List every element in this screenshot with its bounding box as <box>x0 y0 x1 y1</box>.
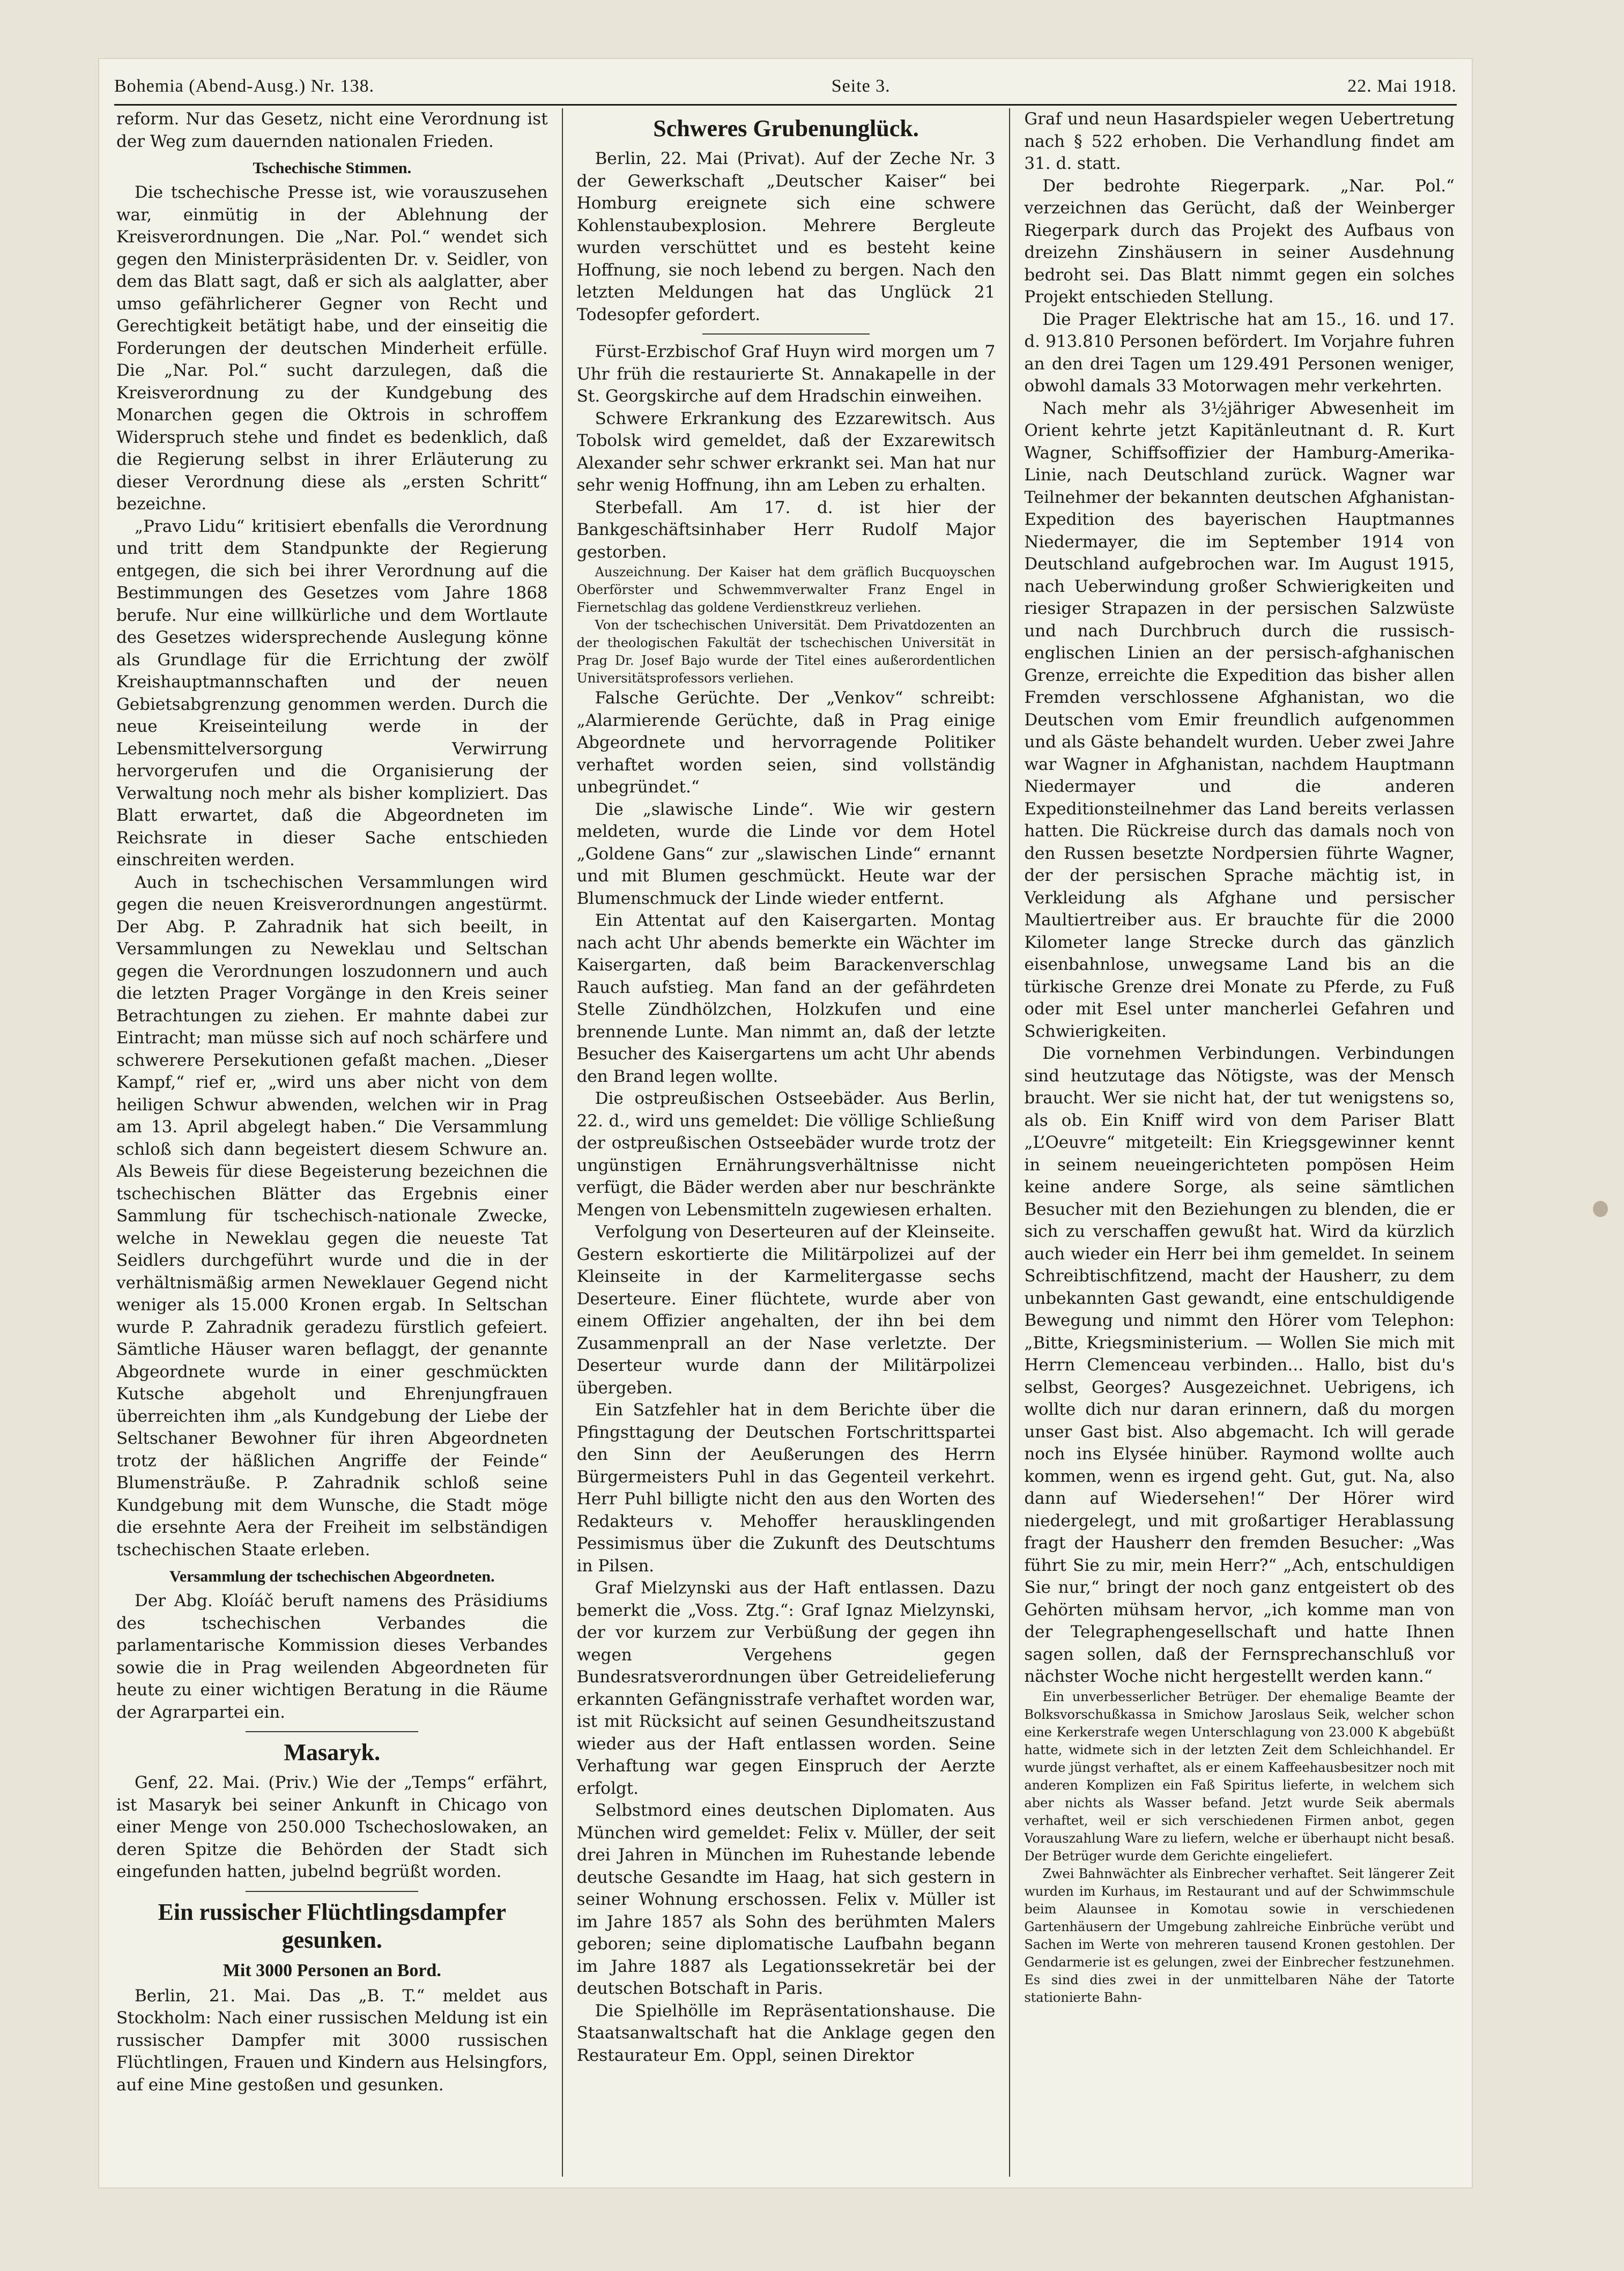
article-paragraph: Ein Satzfehler hat in dem Berichte über die Pfingsttagung der Deutschen Fortschrittspartei den Sinn der Aeußerungen des Herrn Bürgermeisters Puhl in das Gegenteil verkehrt. Herr Puhl billigte nicht den aus den Worten des Redakteurs v. Mehoffer herausklingenden Pessimismus über die Zukunft des Deutschtums in Pilsen. <box>576 1400 996 1576</box>
article-paragraph-small: Ein unverbesserlicher Betrüger. Der ehemalige Beamte der Bolksvorschußkassa in Smichow Jaroslaus Seik, welcher schon eine Kerkerstrafe wegen Unterschlagung von 23.000 K abgebüßt hatte, widmete sich in der letzten Zeit dem Schleichhandel. Er wurde jüngst verhaftet, als er einem Kaffeehausbesitzer noch mit anderen Komplizen ein Faß Spiritus lieferte, in welchem sich aber nichts als Wasser befand. Jetzt wurde Seik abermals verhaftet, weil er sich verschiedenen Firmen anbot, gegen Vorauszahlung Ware zu liefern, welche er überhaupt nicht besaß. Der Betrüger wurde dem Gerichte eingeliefert. <box>1024 1689 1455 1864</box>
article-paragraph: reform. Nur das Gesetz, nicht eine Verordnung ist der Weg zum dauernden nationalen Frieden. <box>116 109 548 151</box>
article-columns <box>114 108 1457 2177</box>
masthead-page-number: Seite 3. <box>831 76 891 96</box>
masthead-issue: Bohemia (Abend-Ausg.) Nr. 138. <box>114 76 375 96</box>
article-paragraph: Berlin, 22. Mai (Privat). Auf der Zeche Nr. 3 der Gewerkschaft „Deutscher Kaiser“ bei Homburg ereignete sich eine schwere Kohlenstaubexplosion. Mehrere Bergleute wurden verschüttet und es besteht keine Hoffnung, sie noch lebend zu bergen. Nach den letzten Meldungen hat das Unglück 21 Todesopfer gefordert. <box>576 149 996 324</box>
article-paragraph: Die Prager Elektrische hat am 15., 16. und 17. d. 913.810 Personen befördert. Im Vorjahre fuhren an den drei Tagen um 129.491 Personen weniger, obwohl damals 33 Motorwagen mehr verkehrten. <box>1024 309 1455 396</box>
section-heading: Versammlung der tschechischen Abgeordneten. <box>169 1568 495 1585</box>
article-paragraph: Der bedrohte Riegerpark. „Nar. Pol.“ verzeichnen das Gerücht, daß der Weinberger Riegerpark durch das Projekt des Aufbaus von dreizehn Zinshäusern in seiner Ausdehnung bedroht sei. Das Blatt nimmt gegen ein solches Projekt entschieden Stellung. <box>1024 176 1455 307</box>
article-paragraph: Falsche Gerüchte. Der „Venkov“ schreibt: „Alarmierende Gerüchte, daß in Prag einige Abgeordnete und hervorragende Politiker verhaftet worden seien, sind vollständig unbegründet.“ <box>576 688 996 797</box>
article-paragraph: Selbstmord eines deutschen Diplomaten. Aus München wird gemeldet: Felix v. Müller, der seit drei Jahren in München im Ruhestande lebende deutsche Gesandte im Haag, hat sich gestern in seiner Wohnung erschossen. Felix v. Müller ist im Jahre 1857 als Sohn des berühmten Malers geboren; seine diplomatische Laufbahn begann im Jahre 1887 als Legationssekretär bei der deutschen Botschaft in Paris. <box>576 1801 996 1998</box>
article-paragraph: Die ostpreußischen Ostseebäder. Aus Berlin, 22. d., wird uns gemeldet: Die völlige Schließung der ostpreußischen Ostseebäder wurde trotz der ungünstigen Ernährungsverhältnisse nicht verfügt, die Bäder werden aber nur beschränkte Mengen von Lebensmitteln zugewiesen erhalten. <box>576 1089 996 1220</box>
article-paragraph: Nach mehr als 3½jähriger Abwesenheit im Orient kehrte jetzt Kapitänleutnant d. R. Kurt Wagner, Schiffsoffizier der Hamburg-Amerika-Linie, nach Deutschland zurück. Wagner war Teilnehmer der bekannten deutschen Afghanistan-Expedition des bayerischen Hauptmannes Niedermayer, die im September 1914 von Deutschland aufgebrochen war. Im August 1915, nach Ueberwindung großer Schwierigkeiten und riesiger Strapazen in der persischen Salzwüste und nach Durchbruch durch die russisch-englischen Linien an der persisch-afghanischen Grenze, erreichte die Expedition das bisher allen Fremden verschlossene Afghanistan, wo die Deutschen vom Emir freundlich aufgenommen und als Gäste behandelt wurden. Ueber zwei Jahre war Wagner in Afghanistan, nachdem Hauptmann Niedermayer und die anderen Expeditionsteilnehmer das Land bereits verlassen hatten. Die Rückreise durch das damals noch von den Russen besetzte Nordpersien führte Wagner, der der persischen Sprache mächtig ist, in Verkleidung als Afghane und persischer Maultiertreiber aus. Er brauchte für die 2000 Kilometer lange Strecke durch das gänzlich eisenbahnlose, unwegsame Land bis an die türkische Grenze drei Monate zu Pferde, zu Fuß oder mit Esel unter mancherlei Gefahren und Schwierigkeiten. <box>1024 398 1455 1041</box>
column-middle <box>562 108 1010 2177</box>
article-paragraph-small: Auszeichnung. Der Kaiser hat dem gräflich Bucquoyschen Oberförster und Schwemmverwalter Franz Engel in Fiernetschlag das goldene Verdienstkreuz verliehen. <box>576 565 996 615</box>
section-heading: Tschechische Stimmen. <box>253 159 412 177</box>
article-paragraph: Die Spielhölle im Repräsentationshause. Die Staatsanwaltschaft hat die Anklage gegen den Restaurateur Em. Oppl, seinen Direktor <box>576 2001 996 2065</box>
article-paragraph: Graf und neun Hasardspieler wegen Uebertretung nach § 522 erhoben. Die Verhandlung findet am 31. d. statt. <box>1024 109 1455 173</box>
divider <box>246 1731 418 1732</box>
newspaper-page <box>99 59 1472 2187</box>
divider <box>246 1891 418 1892</box>
column-right <box>1009 108 1457 2177</box>
article-paragraph-small: Zwei Bahnwächter als Einbrecher verhaftet. Seit längerer Zeit wurden im Kurhaus, im Restaurant und auf der Schwimmschule beim Alaunsee in Komotau sowie in verschiedenen Gartenhäusern der Umgebung zahlreiche Einbrüche verübt und Sachen im Werte von mehreren tausend Kronen gestohlen. Der Gendarmerie ist es gelungen, zwei der Einbrecher festzunehmen. Es sind dies zwei in der unmittelbaren Nähe der Tatorte stationierte Bahn- <box>1024 1866 1455 2005</box>
article-paragraph: „Pravo Lidu“ kritisiert ebenfalls die Verordnung und tritt dem Standpunkte der Regierung entgegen, die sich bei ihrer Verordnung auf die Bestimmungen des Gesetzes vom Jahre 1868 berufe. Nur eine willkürliche und dem Wortlaute des Gesetzes widersprechende Auslegung könne als Grundlage für die Errichtung der zwölf Kreishauptmannschaften und der neuen Gebietsabgrenzung genommen werden. Durch die neue Kreiseinteilung werde in der Lebensmittelversorgung Verwirrung hervorgerufen und die Organisierung der Verwaltung noch mehr als bisher kompliziert. Das Blatt erwartet, daß die Abgeordneten im Reichsrate in dieser Sache entschieden einschreiten werden. <box>116 516 548 870</box>
article-paragraph: Berlin, 21. Mai. Das „B. T.“ meldet aus Stockholm: Nach einer russischen Meldung ist ein russischer Dampfer mit 3000 russischen Flüchtlingen, Frauen und Kindern aus Helsingfors, auf eine Mine gestoßen und gesunken. <box>116 1986 548 2095</box>
article-paragraph: Der Abg. Kloíáč beruft namens des Präsidiums des tschechischen Verbandes die parlamentarische Kommission dieses Verbandes sowie die in Prag weilenden Abgeordneten für heute zu einer wichtigen Beratung in die Räume der Agrarpartei ein. <box>116 1591 548 1722</box>
article-paragraph: Sterbefall. Am 17. d. ist hier der Bankgeschäftsinhaber Herr Rudolf Major gestorben. <box>576 498 996 562</box>
article-paragraph: Genf, 22. Mai. (Priv.) Wie der „Temps“ erfährt, ist Masaryk bei seiner Ankunft in Chicago von einer Menge von 250.000 Tschechoslowaken, an deren Spitze die Behörden der Stadt sich eingefunden hatten, jubelnd begrüßt worden. <box>116 1773 548 1881</box>
masthead <box>114 64 1457 102</box>
article-paragraph: Die „slawische Linde“. Wie wir gestern meldeten, wurde die Linde vor dem Hotel „Goldene Gans“ zur „slawischen Linde“ ernannt und mit Blumen geschmückt. Heute war der Blumenschmuck der Linde wieder entfernt. <box>576 799 996 908</box>
divider <box>702 333 870 335</box>
article-paragraph: Schwere Erkrankung des Ezzarewitsch. Aus Tobolsk wird gemeldet, daß der Exzarewitsch Alexander sehr schwer erkrankt sei. Man hat nur sehr wenig Hoffnung, ihn am Leben zu erhalten. <box>576 409 996 495</box>
section-heading: Ein russischer Flüchtlingsdampfer gesunken. <box>158 1898 507 1953</box>
article-paragraph: Verfolgung von Deserteuren auf der Kleinseite. Gestern eskortierte die Militärpolizei auf der Kleinseite in der Karmelitergasse sechs Deserteure. Einer flüchtete, wurde aber von einem Offizier angehalten, der ihn bei dem Zusammenprall an der Nase verletzte. Der Deserteur wurde dann der Militärpolizei übergeben. <box>576 1222 996 1398</box>
masthead-date: 22. Mai 1918. <box>1347 76 1457 96</box>
section-heading: Schweres Grubenunglück. <box>653 115 919 142</box>
page-stain <box>1593 1201 1608 1217</box>
article-paragraph: Die vornehmen Verbindungen. Verbindungen sind heutzutage das Nötigste, was der Mensch braucht. Wer sie nicht hat, der tut wenigstens so, als ob. Ein Kniff wird von dem Pariser Blatt „L’Oeuvre“ mitgeteilt: Ein Kriegsgewinner kennt in seinem neueingerichteten pompösen Heim keine andere Sorge, als seine sämtlichen Besucher mit den Beziehungen zu blenden, die er sich zu verschaffen gewußt hat. Wird da kürzlich auch wieder ein Herr bei ihm gemeldet. In seinem Schreibtischfitzend, macht der Hausherr, zu dem unbekannten Gast gewandt, eine entschuldigende Bewegung und nimmt den Hörer vom Telephon: „Bitte, Kriegsministerium. — Wollen Sie mich mit Herrn Clemenceau verbinden... Hallo, bist du's selbst, Georges? Ausgezeichnet. Uebrigens, ich wollte dich nur daran erinnern, daß du morgen unser Gast bist. Also abgemacht. Ich will gerade noch ins Elysée hinüber. Raymond wollte auch kommen, wenn es irgend geht. Gut, gut. Na, also dann auf Wiedersehen!“ Der Hörer wird niedergelegt, und mit großartiger Herablassung fragt der Hausherr den fremden Besucher: „Was führt Sie zu mir, mein Herr?“ „Ach, entschuldigen Sie nur,“ bringt der noch ganz entgeistert ob des Gehörten mühsam hervor, „ich komme man von der Telegraphengesellschaft und hatte Ihnen sagen sollen, daß der Fernsprechanschluß vor nächster Woche nicht hergestellt werden kann.“ <box>1024 1044 1455 1686</box>
article-paragraph-small: Von der tschechischen Universität. Dem Privatdozenten an der theologischen Fakultät der tschechischen Universität in Prag Dr. Josef Bajo wurde der Titel eines außerordentlichen Universitätsprofessors verliehen. <box>576 618 996 686</box>
article-paragraph: Ein Attentat auf den Kaisergarten. Montag nach acht Uhr abends bemerkte ein Wächter im Kaisergarten, daß beim Barackenverschlag Rauch aufstieg. Man fand an der gefährdeten Stelle Zündhölzchen, Holzkufen und eine brennende Lunte. Man nimmt an, daß der letzte Besucher des Kaisergartens um acht Uhr abends den Brand legen wollte. <box>576 911 996 1086</box>
column-left <box>114 108 562 2177</box>
article-paragraph: Auch in tschechischen Versammlungen wird gegen die neuen Kreisverordnungen angestürmt. Der Abg. P. Zahradnik hat sich beeilt, in Versammlungen zu Neweklau und Seltschan gegen die Verordnungen loszudonnern und auch die letzten Prager Vorgänge in den Kreis seiner Betrachtungen zu ziehen. Er mahnte dabei zur Eintracht; man müsse sich auf noch schärfere und schwerere Persekutionen gefaßt machen. „Dieser Kampf,“ rief er, „wird uns aber nicht von dem heiligen Schwur abwenden, welchen wir in Prag am 13. April abgelegt haben.“ Die Versammlung schloß sich dann begeistert diesem Schwure an. Als Beweis für diese Begeisterung bezeichnen die tschechischen Blätter das Ergebnis einer Sammlung für tschechisch-nationale Zwecke, welche in Neweklau gegen die neueste Tat Seidlers durchgeführt wurde und die in der verhältnismäßig armen Neweklauer Gegend nicht weniger als 15.000 Kronen ergab. In Seltschan wurde P. Zahradnik geradezu fürstlich gefeiert. Sämtliche Häuser waren beflaggt, der genannte Abgeordnete wurde in einer geschmückten Kutsche abgeholt und Ehrenjungfrauen überreichten ihm „als Kundgebung der Liebe der Seltschaner Bewohner für ihren Abgeordneten trotz der häßlichen Angriffe der Feinde“ Blumensträuße. P. Zahradnik schloß seine Kundgebung mit dem Wunsche, die Stadt möge die ersehnte Aera der Freiheit im selbständigen tschechischen Staate erleben. <box>116 872 548 1560</box>
article-paragraph: Die tschechische Presse ist, wie vorauszusehen war, einmütig in der Ablehnung der Kreisverordnungen. Die „Nar. Pol.“ wendet sich gegen den Ministerpräsidenten Dr. v. Seidler, von dem das Blatt sagt, daß er sich als aalglatter, aber umso gefährlicherer Gegner von Recht und Gerechtigkeit betätigt habe, und der einseitig die Forderungen der deutschen Minderheit erfülle. Die „Nar. Pol.“ sucht darzulegen, daß die Kreisverordnung zu der Kundgebung des Monarchen gegen die Oktrois in schroffem Widerspruch stehe und findet es bedenklich, daß die Regierung selbst in ihrer Erläuterung zu dieser Verordnung diese als „ersten Schritt“ bezeichne. <box>116 183 548 514</box>
section-subheading: Mit 3000 Personen an Bord. <box>223 1960 441 1980</box>
article-paragraph: Graf Mielzynski aus der Haft entlassen. Dazu bemerkt die „Voss. Ztg.“: Graf Ignaz Mielzynski, der vor kurzem zur Verbüßung der gegen ihn wegen Vergehens gegen Bundesratsverordnungen über Getreidelieferung erkannten Gefängnisstrafe verhaftet worden war, ist mit Rücksicht auf seinen Gesundheitszustand wieder aus der Haft entlassen worden. Seine Verhaftung war gegen Einspruch der Aerzte erfolgt. <box>576 1578 996 1798</box>
masthead-rule <box>114 104 1457 106</box>
section-heading: Masaryk. <box>284 1739 381 1765</box>
article-paragraph: Fürst-Erzbischof Graf Huyn wird morgen um 7 Uhr früh die restaurierte St. Annakapelle in der St. Georgskirche auf dem Hradschin einweihen. <box>576 342 996 406</box>
